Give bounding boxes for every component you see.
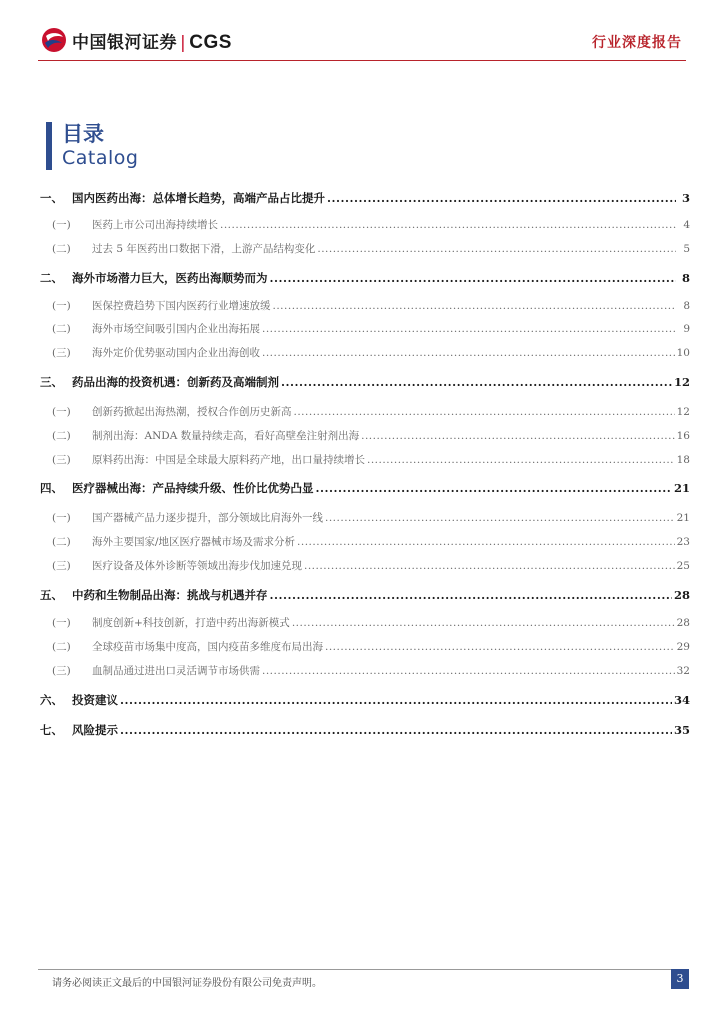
toc-entry-number: (一) [52, 406, 71, 418]
toc-section-row[interactable] [40, 241, 690, 261]
toc-entry-title: 创新药掀起出海热潮，授权合作创历史新高 [92, 406, 292, 418]
toc-dot-leader [317, 243, 676, 255]
toc-dot-leader [281, 375, 672, 389]
toc-dot-leader [270, 588, 672, 602]
brand-name-en: CGS [189, 32, 232, 53]
toc-section-row[interactable] [40, 663, 690, 683]
toc-chapter-row[interactable] [40, 190, 690, 210]
toc-entry-title: 原料药出海：中国是全球最大原料药产地，出口量持续增长 [92, 454, 365, 466]
toc-page-number: 23 [676, 536, 690, 548]
toc-section-row[interactable] [40, 452, 690, 472]
toc-page-number: 9 [683, 323, 690, 335]
toc-section-row[interactable] [40, 404, 690, 424]
toc-dot-leader [361, 430, 675, 442]
toc-entry-title: 海外定价优势驱动国内企业出海创收 [92, 347, 260, 359]
toc-chapter-row[interactable] [40, 587, 690, 607]
toc-dot-leader [262, 323, 676, 335]
toc-page-number: 4 [683, 219, 690, 231]
toc-page-number: 34 [673, 693, 690, 707]
toc-dot-leader [120, 693, 672, 707]
toc-section-row[interactable] [40, 534, 690, 554]
toc-page-number: 12 [673, 375, 690, 389]
toc-section-row[interactable] [40, 558, 690, 578]
toc-entry-number: (二) [52, 641, 71, 653]
toc-entry-number: (一) [52, 219, 71, 231]
toc-entry-title: 国产器械产品力逐步提升，部分领域比肩海外一线 [92, 512, 323, 524]
toc-dot-leader [304, 560, 675, 572]
toc-entry-title: 药品出海的投资机遇：创新药及高端制剂 [72, 375, 279, 389]
toc-dot-leader [367, 454, 675, 466]
toc-page-number: 21 [673, 481, 690, 495]
toc-entry-number: (二) [52, 323, 71, 335]
toc-chapter-row[interactable] [40, 374, 690, 394]
toc-entry-title: 海外市场空间吸引国内企业出海拓展 [92, 323, 260, 335]
toc-section-row[interactable] [40, 428, 690, 448]
page-header [0, 0, 724, 62]
toc-dot-leader [297, 536, 675, 548]
toc-section-row[interactable] [40, 615, 690, 635]
toc-entry-number: (三) [52, 560, 71, 572]
document-type: 行业深度报告 [592, 35, 682, 51]
toc-entry-number: (二) [52, 536, 71, 548]
toc-dot-leader [120, 723, 672, 737]
toc-section-row[interactable] [40, 298, 690, 318]
footer-disclaimer: 请务必阅读正文最后的中国银河证券股份有限公司免责声明。 [52, 978, 322, 989]
toc-page-number: 8 [681, 271, 690, 285]
toc-entry-number: 七、 [40, 723, 63, 737]
footer-divider [38, 969, 686, 970]
toc-dot-leader [294, 406, 675, 418]
toc-page-number: 32 [676, 665, 690, 677]
toc-section-row[interactable] [40, 345, 690, 365]
toc-page-number: 8 [683, 300, 690, 312]
toc-chapter-row[interactable] [40, 270, 690, 290]
catalog-title: 目录 [62, 122, 104, 146]
toc-entry-title: 国内医药出海：总体增长趋势，高端产品占比提升 [72, 191, 325, 205]
toc-dot-leader [316, 481, 672, 495]
toc-dot-leader [273, 300, 677, 312]
toc-entry-number: 三、 [40, 375, 63, 389]
toc-section-row[interactable] [40, 510, 690, 530]
toc-dot-leader [325, 641, 675, 653]
toc-page-number: 28 [676, 617, 690, 629]
toc-entry-title: 投资建议 [72, 693, 118, 707]
toc-entry-title: 过去 5 年医药出口数据下滑，上游产品结构变化 [92, 243, 316, 255]
toc-entry-title: 风险提示 [72, 723, 118, 737]
toc-entry-title: 海外市场潜力巨大，医药出海顺势而为 [72, 271, 268, 285]
header-divider [38, 60, 686, 61]
toc-entry-number: (三) [52, 665, 71, 677]
toc-entry-title: 医疗设备及体外诊断等领域出海步伐加速兑现 [92, 560, 302, 572]
toc-page-number: 3 [681, 191, 690, 205]
toc-entry-number: (一) [52, 300, 71, 312]
toc-entry-title: 医保控费趋势下国内医药行业增速放缓 [92, 300, 271, 312]
toc-entry-number: 五、 [40, 588, 63, 602]
toc-page-number: 21 [676, 512, 690, 524]
toc-section-row[interactable] [40, 639, 690, 659]
toc-entry-number: (一) [52, 512, 71, 524]
page-number: 3 [671, 969, 689, 989]
toc-entry-number: (二) [52, 243, 71, 255]
toc-entry-number: (三) [52, 347, 71, 359]
toc-section-row[interactable] [40, 217, 690, 237]
toc-entry-title: 制剂出海：ANDA 数量持续走高，看好高壁垒注射剂出海 [92, 430, 360, 442]
toc-entry-title: 医药上市公司出海持续增长 [92, 219, 218, 231]
toc-dot-leader [262, 347, 675, 359]
toc-chapter-row[interactable] [40, 480, 690, 500]
toc-page-number: 29 [676, 641, 690, 653]
toc-entry-title: 海外主要国家/地区医疗器械市场及需求分析 [92, 536, 296, 548]
toc-dot-leader [270, 271, 677, 285]
toc-entry-number: 二、 [40, 271, 63, 285]
toc-chapter-row[interactable] [40, 692, 690, 712]
toc-entry-title: 血制品通过进出口灵活调节市场供需 [92, 665, 260, 677]
toc-page-number: 12 [676, 406, 690, 418]
toc-entry-number: 四、 [40, 481, 63, 495]
brand-separator: | [180, 33, 187, 53]
toc-page-number: 10 [676, 347, 690, 359]
brand-name-cn: 中国银河证券 [72, 33, 177, 53]
catalog-accent-bar [46, 122, 52, 170]
toc-dot-leader [327, 191, 676, 205]
toc-page-number: 18 [676, 454, 690, 466]
toc-entry-number: 六、 [40, 693, 63, 707]
toc-page-number: 28 [673, 588, 690, 602]
toc-dot-leader [262, 665, 675, 677]
toc-page-number: 5 [683, 243, 690, 255]
toc-entry-title: 中药和生物制品出海：挑战与机遇并存 [72, 588, 268, 602]
toc-dot-leader [325, 512, 675, 524]
toc-page-number: 25 [676, 560, 690, 572]
cgs-logo-icon [40, 26, 68, 54]
toc-entry-number: (一) [52, 617, 71, 629]
toc-entry-number: 一、 [40, 191, 63, 205]
toc-entry-title: 制度创新+科技创新，打造中药出海新模式 [92, 617, 290, 629]
toc-dot-leader [220, 219, 676, 231]
catalog-subtitle: Catalog [62, 147, 139, 169]
toc-dot-leader [292, 617, 675, 629]
toc-entry-title: 医疗器械出海：产品持续升级、性价比优势凸显 [72, 481, 314, 495]
toc-page-number: 16 [676, 430, 690, 442]
toc-section-row[interactable] [40, 321, 690, 341]
toc-entry-title: 全球疫苗市场集中度高，国内疫苗多维度布局出海 [92, 641, 323, 653]
toc-chapter-row[interactable] [40, 722, 690, 742]
toc-entry-number: (二) [52, 430, 71, 442]
brand-logo [72, 28, 232, 54]
toc-entry-number: (三) [52, 454, 71, 466]
toc-page-number: 35 [673, 723, 690, 737]
